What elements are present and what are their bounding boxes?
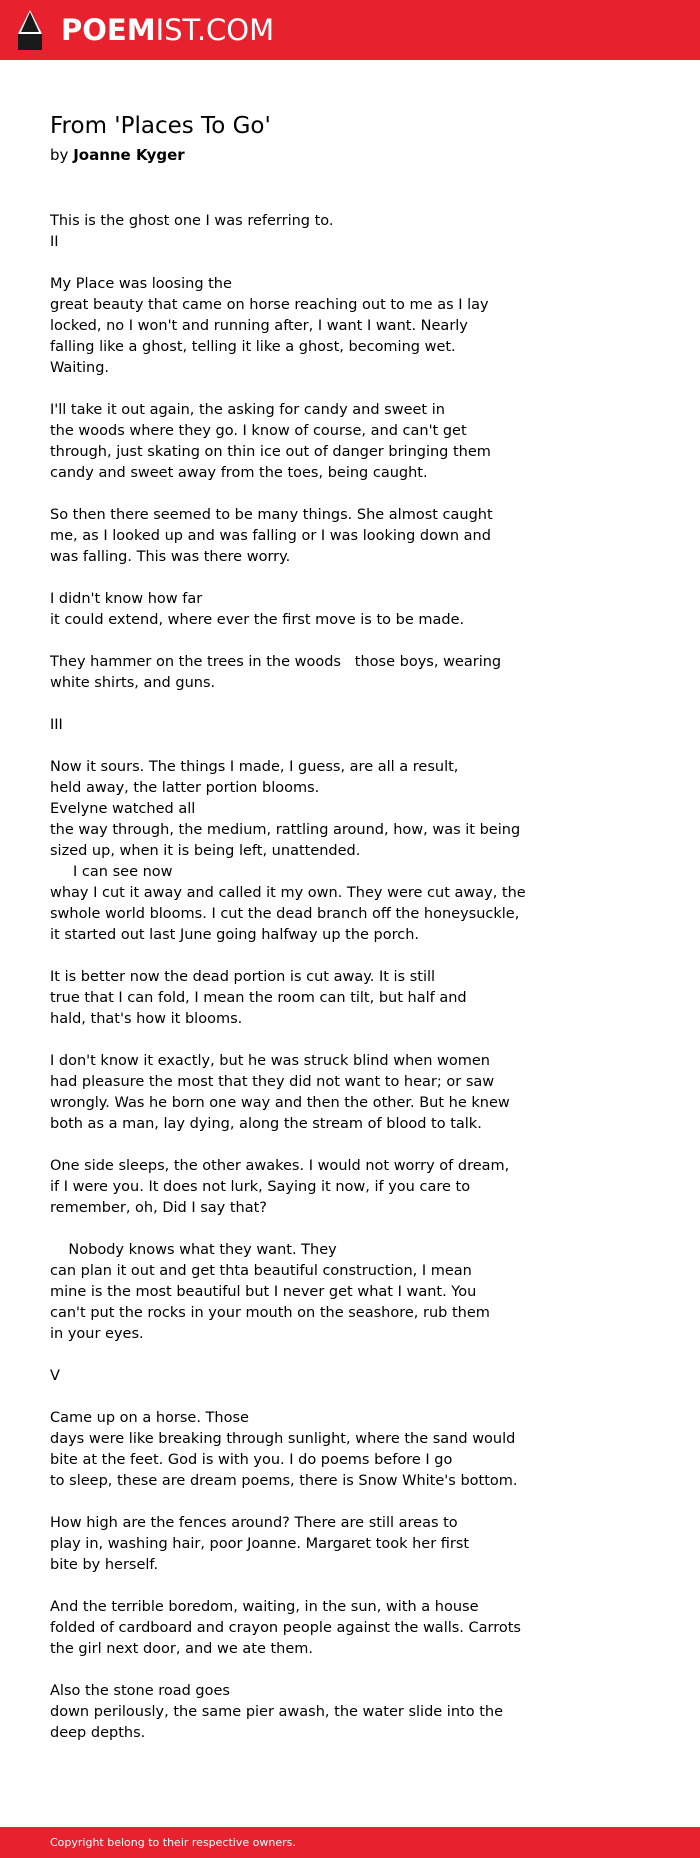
poem-line — [50, 379, 670, 400]
poem-line: white shirts, and guns. — [50, 675, 216, 691]
poem-line: II — [50, 234, 59, 250]
poem-line: I'll take it out again, the asking for candy and sweet in — [50, 402, 445, 418]
poem-line: folded of cardboard and crayon people against the walls. Carrots — [50, 1620, 521, 1636]
poem-line — [50, 1219, 670, 1240]
poem-line: Came up on a horse. Those — [50, 1410, 249, 1426]
poem-line: My Place was loosing the — [50, 276, 232, 292]
poem-line: III — [50, 717, 63, 733]
poem-line: can plan it out and get thta beautiful construction, I mean — [50, 1263, 472, 1279]
poem-line: Now it sours. The things I made, I guess, are all a result, — [50, 759, 459, 775]
logo-bold-text: POEM — [61, 13, 156, 47]
poem-line — [50, 1660, 670, 1681]
poem-line: It is better now the dead portion is cut away. It is still — [50, 969, 436, 985]
poem-line: How high are the fences around? There are still areas to — [50, 1515, 458, 1531]
poem-line: to sleep, these are dream poems, there is Snow White's bottom. — [50, 1473, 518, 1489]
poem-line: days were like breaking through sunlight, where the sand would — [50, 1431, 516, 1447]
poem-line: And the terrible boredom, waiting, in the sun, with a house — [50, 1599, 479, 1615]
poem-line: it could extend, where ever the first move is to be made. — [50, 612, 465, 628]
poem-line — [50, 484, 670, 505]
poem-line: down perilously, the same pier awash, the water slide into the — [50, 1704, 503, 1720]
copyright-text: Copyright belong to their respective owners. — [50, 1836, 296, 1849]
poem-line: bite by herself. — [50, 1557, 159, 1573]
poem-line: deep depths. — [50, 1725, 146, 1741]
poem-line — [50, 1030, 670, 1051]
by-label: by — [50, 146, 69, 164]
poem-line — [50, 946, 670, 967]
poem-line: mine is the most beautiful but I never get what I want. You — [50, 1284, 477, 1300]
poem-line: through, just skating on thin ice out of danger bringing them — [50, 444, 491, 460]
poem-line: This is the ghost one I was referring to. — [50, 213, 334, 229]
poem-line: remember, oh, Did I say that? — [50, 1200, 267, 1216]
author-name: Joanne Kyger — [73, 146, 185, 164]
poem-line: falling like a ghost, telling it like a ghost, becoming wet. — [50, 339, 456, 355]
site-footer — [0, 1827, 700, 1858]
poem-line: candy and sweet away from the toes, being caught. — [50, 465, 428, 481]
poem-line: I can see now — [50, 864, 173, 880]
poem-body — [50, 211, 670, 1744]
poem-line: the girl next door, and we ate them. — [50, 1641, 314, 1657]
poem-line: can't put the rocks in your mouth on the seashore, rub them — [50, 1305, 490, 1321]
poem-line — [50, 568, 670, 589]
pen-nib-icon[interactable] — [18, 10, 42, 50]
poem-line: sized up, when it is being left, unattended. — [50, 843, 361, 859]
poem-line: One side sleeps, the other awakes. I would not worry of dream, — [50, 1158, 510, 1174]
site-logo[interactable] — [61, 11, 274, 49]
poem-line — [50, 694, 670, 715]
poem-line: play in, washing hair, poor Joanne. Margaret took her first — [50, 1536, 470, 1552]
poem-line: I didn't know how far — [50, 591, 203, 607]
poem-line: was falling. This was there worry. — [50, 549, 291, 565]
poem-line: bite at the feet. God is with you. I do poems before I go — [50, 1452, 453, 1468]
poem-line — [50, 1492, 670, 1513]
poem-line — [50, 736, 670, 757]
poem-line: Waiting. — [50, 360, 110, 376]
site-header — [0, 0, 700, 60]
poem-line: Also the stone road goes — [50, 1683, 230, 1699]
poem-line: it started out last June going halfway up the porch. — [50, 927, 420, 943]
poem-line: me, as I looked up and was falling or I was looking down and — [50, 528, 491, 544]
poem-line: if I were you. It does not lurk, Saying it now, if you care to — [50, 1179, 471, 1195]
poem-line — [50, 631, 670, 652]
poem-title: From 'Places To Go' — [50, 113, 271, 139]
poem-line: locked, no I won't and running after, I want I want. Nearly — [50, 318, 468, 334]
poem-line: swhole world blooms. I cut the dead branch off the honeysuckle, — [50, 906, 520, 922]
poem-line: Evelyne watched all — [50, 801, 196, 817]
poem-line: I don't know it exactly, but he was struck blind when women — [50, 1053, 490, 1069]
poem-line: They hammer on the trees in the woods those boys, wearing — [50, 654, 502, 670]
poem-line — [50, 1387, 670, 1408]
byline — [50, 145, 670, 165]
poem-line — [50, 1576, 670, 1597]
poem-line: Nobody knows what they want. They — [50, 1242, 337, 1258]
poem-line — [50, 253, 670, 274]
poem-line: held away, the latter portion blooms. — [50, 780, 320, 796]
poem-line: true that I can fold, I mean the room can tilt, but half and — [50, 990, 467, 1006]
poem-line: whay I cut it away and called it my own. They were cut away, the — [50, 885, 526, 901]
poem-line: great beauty that came on horse reaching out to me as I lay — [50, 297, 489, 313]
poem-line: the woods where they go. I know of course, and can't get — [50, 423, 467, 439]
poem-line: wrongly. Was he born one way and then the other. But he knew — [50, 1095, 510, 1111]
poem-line — [50, 1135, 670, 1156]
poem-line — [50, 1345, 670, 1366]
poem-line: So then there seemed to be many things. She almost caught — [50, 507, 493, 523]
logo-light-text: IST.COM — [155, 13, 275, 47]
poem-line: in your eyes. — [50, 1326, 144, 1342]
poem-container — [50, 111, 670, 1744]
poem-line: hald, that's how it blooms. — [50, 1011, 243, 1027]
poem-line: had pleasure the most that they did not want to hear; or saw — [50, 1074, 495, 1090]
poem-line: both as a man, lay dying, along the stream of blood to talk. — [50, 1116, 482, 1132]
poem-line: V — [50, 1368, 60, 1384]
poem-line: the way through, the medium, rattling around, how, was it being — [50, 822, 521, 838]
